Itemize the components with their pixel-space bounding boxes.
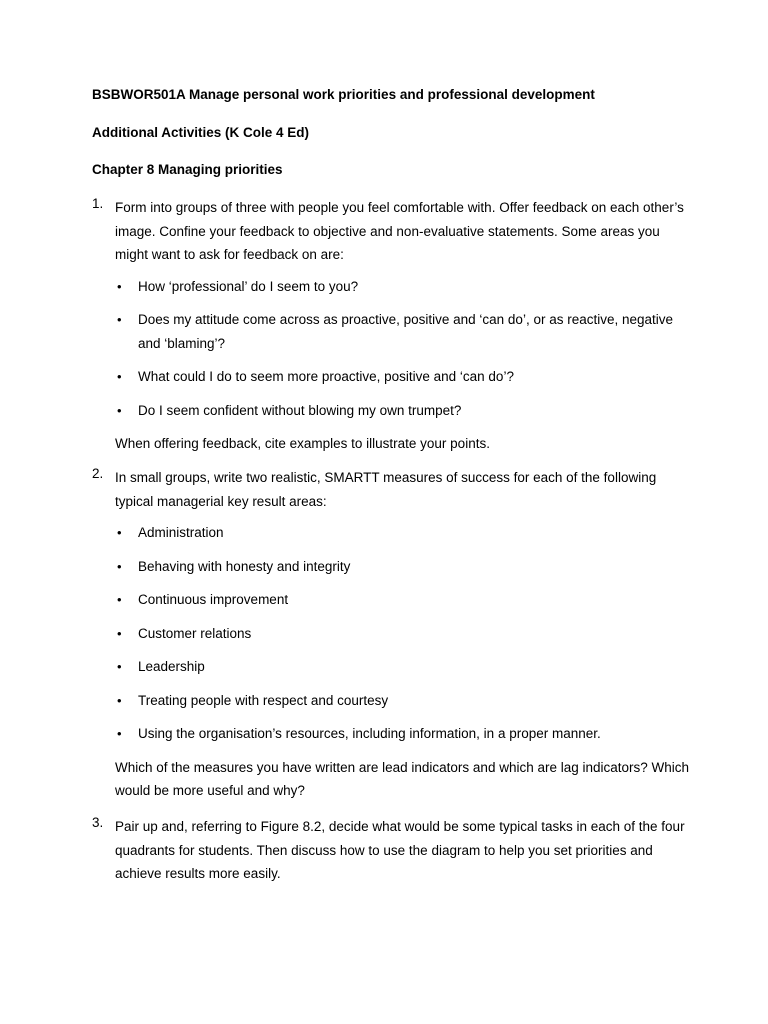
list-item <box>115 722 692 746</box>
bullet-list <box>115 275 692 423</box>
list-item <box>115 588 692 612</box>
list-item <box>115 655 692 679</box>
item-outro: Which of the measures you have written are lead indicators and which are lag indicators? Which would be more useful and why? <box>115 759 690 798</box>
list-item <box>115 308 692 355</box>
list-item <box>115 622 692 646</box>
list-item <box>115 555 692 579</box>
item-outro: When offering feedback, cite examples to illustrate your points. <box>115 436 490 451</box>
item-number: 2. <box>92 466 104 481</box>
list-item-text: What could I do to seem more proactive, positive and ‘can do’? <box>138 369 514 384</box>
bullet-icon: • <box>117 726 122 741</box>
list-item-text: Does my attitude come across as proactive, positive and ‘can do’, or as reactive, negative and ‘blaming’? <box>138 312 674 351</box>
bullet-icon: • <box>117 369 122 384</box>
bullet-icon: • <box>117 692 122 708</box>
list-item-text: Treating people with respect and courtesy <box>138 692 389 708</box>
item-number: 1. <box>92 196 104 211</box>
bullet-icon: • <box>117 278 122 294</box>
document-subtitle: Additional Activities (K Cole 4 Ed) <box>92 125 310 140</box>
item-intro: Pair up and, referring to Figure 8.2, decide what would be some typical tasks in each of the four quadrants for students. Then discuss how to use the diagram to help you set priorities and achieve results more easily. <box>115 819 685 881</box>
list-item <box>115 365 692 389</box>
list-item <box>115 521 692 545</box>
list-item-text: Customer relations <box>138 625 252 641</box>
chapter-heading: Chapter 8 Managing priorities <box>92 162 283 177</box>
list-item-text: Continuous improvement <box>138 592 289 607</box>
list-item-text: Leadership <box>138 659 205 674</box>
bullet-icon: • <box>117 558 122 574</box>
list-item-text: Behaving with honesty and integrity <box>138 558 351 574</box>
bullet-icon: • <box>117 312 122 327</box>
bullet-icon: • <box>117 525 122 540</box>
list-item-text: Using the organisation’s resources, including information, in a proper manner. <box>138 726 601 741</box>
list-item-text: Do I seem confident without blowing my own trumpet? <box>138 402 462 418</box>
activity-item-2 <box>92 466 692 803</box>
bullet-icon: • <box>117 592 122 607</box>
activity-item-1 <box>92 196 692 456</box>
list-item <box>115 689 692 713</box>
list-item <box>115 399 692 423</box>
bullet-icon: • <box>117 659 122 674</box>
list-item <box>115 275 692 299</box>
document-title: BSBWOR501A Manage personal work priorities and professional development <box>92 87 595 102</box>
activity-item-3 <box>92 815 692 886</box>
item-intro: In small groups, write two realistic, SMARTT measures of success for each of the following typical managerial key result areas: <box>115 470 657 509</box>
list-item-text: Administration <box>138 525 224 540</box>
item-number: 3. <box>92 815 104 830</box>
bullet-icon: • <box>117 625 122 641</box>
bullet-list <box>115 521 692 746</box>
item-intro: Form into groups of three with people you feel comfortable with. Offer feedback on each other’s image. Confine your feedback to objective and non-evaluative statements. Some areas you might want to ask for feedback on are: <box>115 200 684 262</box>
list-item-text: How ‘professional’ do I seem to you? <box>138 278 359 294</box>
bullet-icon: • <box>117 402 122 418</box>
